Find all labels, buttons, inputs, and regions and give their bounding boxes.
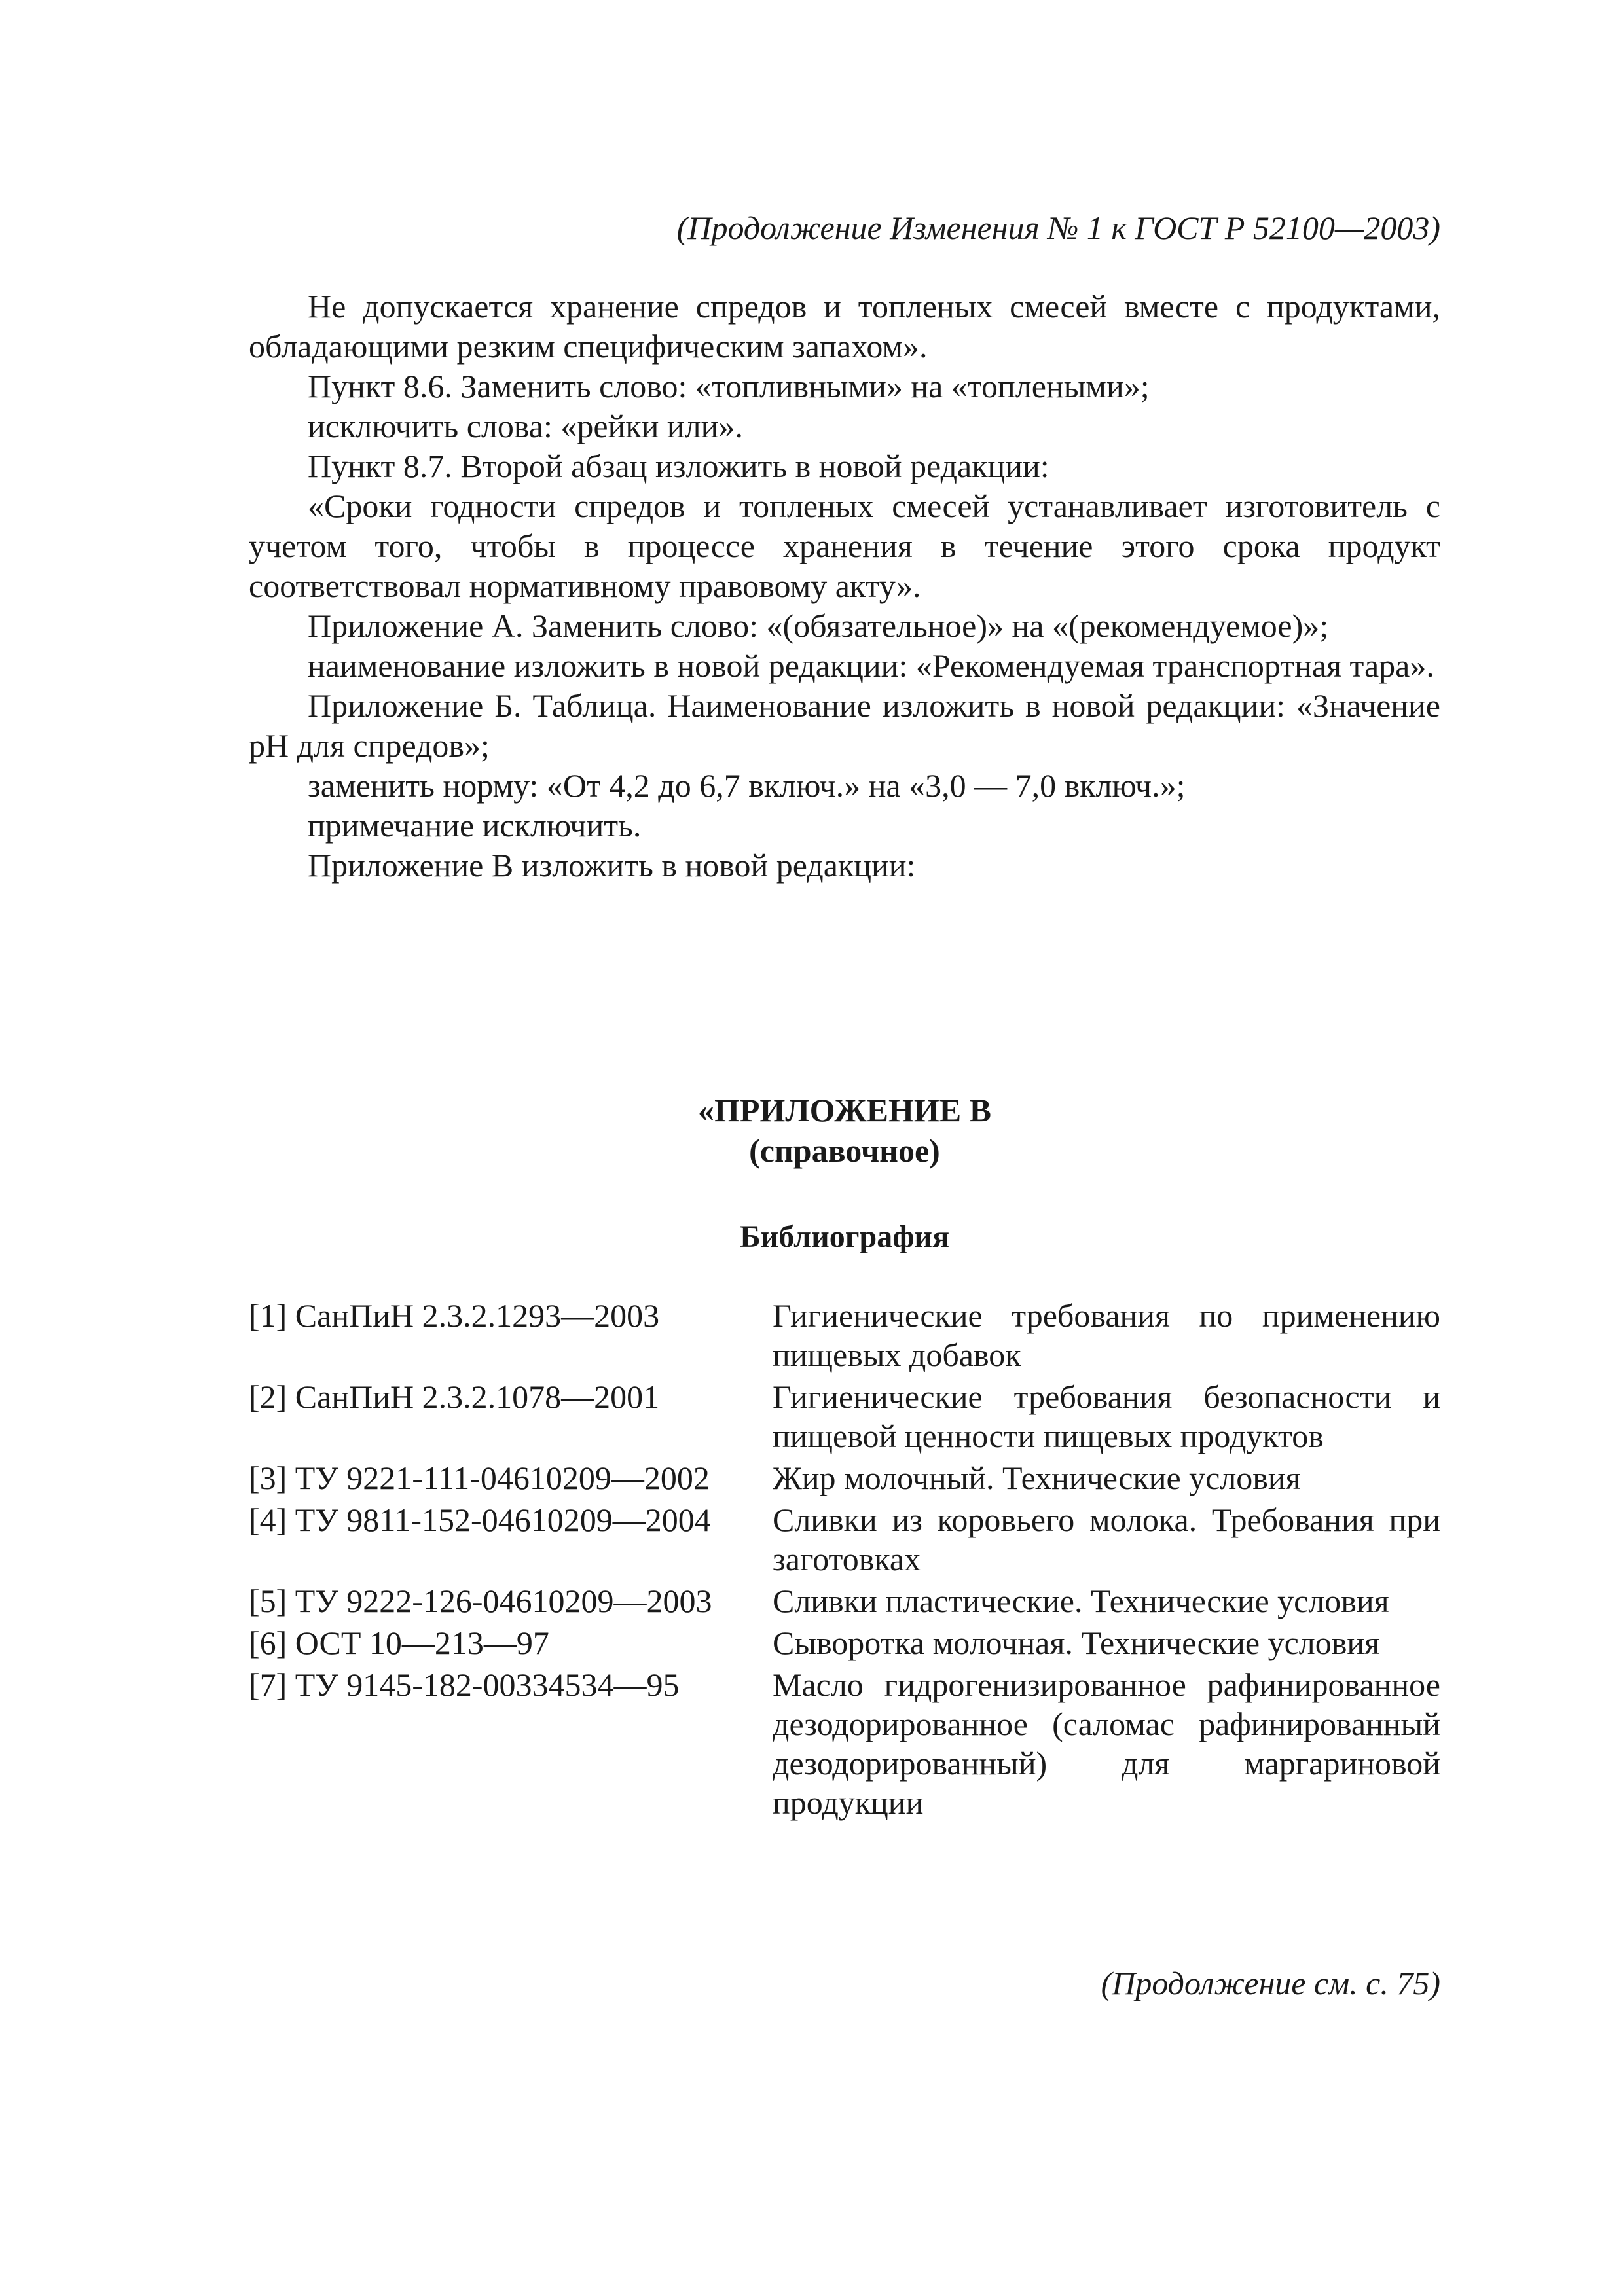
paragraph: Пункт 8.7. Второй абзац изложить в новой редакции: <box>308 448 1049 484</box>
bibliography-desc: Сливки из коровьего молока. Требования при заготовках <box>773 1501 1440 1577</box>
bibliography-desc: Гигиенические требования безопасности и пищевой ценности пищевых продуктов <box>773 1378 1440 1454</box>
paragraph: заменить норму: «От 4,2 до 6,7 включ.» на «3,0 — 7,0 включ.»; <box>308 767 1186 804</box>
bibliography-list <box>249 1296 1440 1825</box>
paragraph: Приложение Б. Таблица. Наименование изложить в новой редакции: «Значение pH для спредов»; <box>249 687 1440 764</box>
paragraph: Пункт 8.6. Заменить слово: «топливными» на «топлеными»; <box>308 368 1150 404</box>
paragraph: Приложение В изложить в новой редакции: <box>308 847 916 884</box>
paragraph: примечание исключить. <box>308 807 642 844</box>
bibliography-ref: [4] ТУ 9811-152-04610209—2004 <box>249 1501 711 1538</box>
bibliography-desc: Масло гидрогенизированное рафинированное дезодорированное (саломас рафинированный дезодорированный) для маргариновой продукции <box>773 1666 1440 1821</box>
continuation-footer: (Продолжение см. с. 75) <box>1101 1965 1440 2001</box>
bibliography-entry <box>249 1296 1440 1374</box>
bibliography-title: Библиография <box>739 1219 950 1254</box>
bibliography-entry <box>249 1377 1440 1456</box>
continuation-header: (Продолжение Изменения № 1 к ГОСТ Р 52100—2003) <box>676 209 1440 246</box>
bibliography-entry <box>249 1458 1440 1498</box>
bibliography-desc: Сыворотка молочная. Технические условия <box>773 1624 1380 1661</box>
bibliography-ref: [2] СанПиН 2.3.2.1078—2001 <box>249 1378 660 1415</box>
bibliography-ref: [5] ТУ 9222-126-04610209—2003 <box>249 1583 712 1619</box>
bibliography-desc: Сливки пластические. Технические условия <box>773 1583 1389 1619</box>
paragraph: исключить слова: «рейки или». <box>308 408 743 444</box>
bibliography-ref: [6] ОСТ 10—213—97 <box>249 1624 549 1661</box>
bibliography-entry <box>249 1581 1440 1621</box>
bibliography-entry <box>249 1623 1440 1662</box>
appendix-heading <box>249 1090 1440 1171</box>
bibliography-ref: [1] СанПиН 2.3.2.1293—2003 <box>249 1297 660 1334</box>
bibliography-desc: Жир молочный. Технические условия <box>773 1460 1301 1496</box>
paragraph: Не допускается хранение спредов и топленых смесей вместе с продуктами, обладающими резким специфическим запахом». <box>249 288 1440 365</box>
bibliography-entry <box>249 1500 1440 1579</box>
bibliography-ref: [7] ТУ 9145-182-00334534—95 <box>249 1666 680 1703</box>
paragraph: наименование изложить в новой редакции: «Рекомендуемая транспортная тара». <box>308 647 1434 684</box>
bibliography-desc: Гигиенические требования по применению пищевых добавок <box>773 1297 1440 1373</box>
appendix-subtitle: (справочное) <box>749 1132 940 1169</box>
bibliography-entry <box>249 1665 1440 1822</box>
amendment-body <box>249 287 1440 886</box>
bibliography-ref: [3] ТУ 9221-111-04610209—2002 <box>249 1460 710 1496</box>
appendix-title: «ПРИЛОЖЕНИЕ В <box>698 1092 991 1128</box>
paragraph: Приложение А. Заменить слово: «(обязательное)» на «(рекомендуемое)»; <box>308 607 1329 644</box>
paragraph: «Сроки годности спредов и топленых смесей устанавливает изготовитель с учетом того, чтобы в процессе хранения в течение этого срока продукт соответствовал нормативному правовому акту». <box>249 488 1440 604</box>
